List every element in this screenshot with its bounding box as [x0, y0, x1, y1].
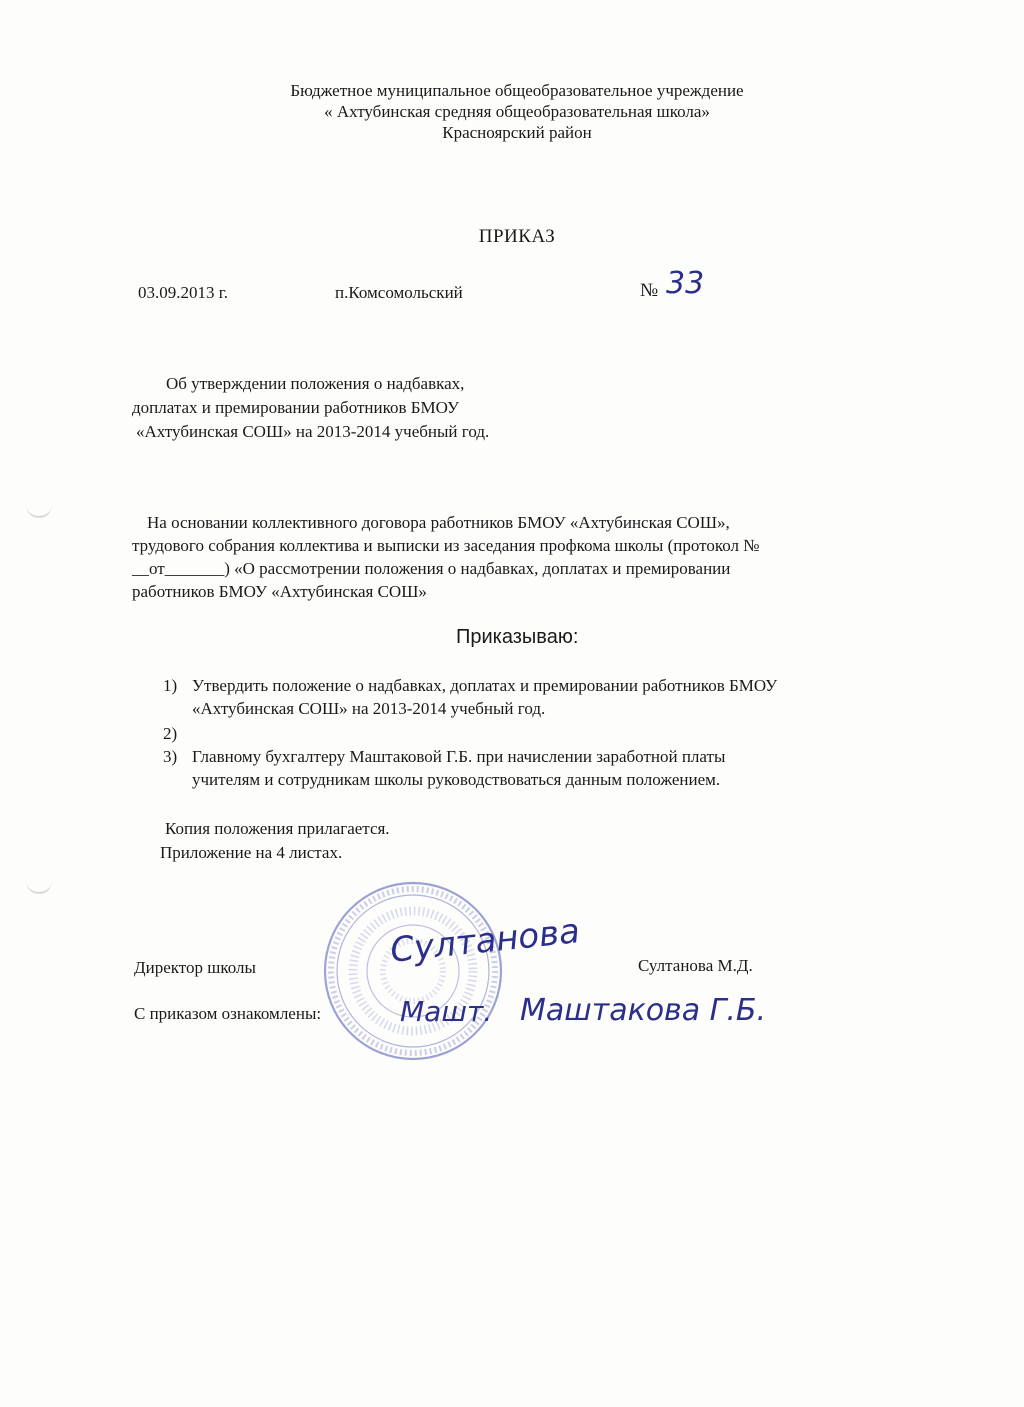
item-1-number: 1): [163, 676, 178, 695]
basis-line-3: __от_______) «О рассмотрении положения о надбавках, доплатах и премировании: [132, 559, 731, 578]
acquainted-signature-full: Маштакова Г.Б.: [520, 993, 767, 1028]
director-name: Султанова М.Д.: [638, 956, 753, 975]
director-signature: Султанова: [388, 911, 582, 971]
header-line-2: « Ахтубинская средняя общеобразовательная школа»: [324, 102, 710, 121]
punch-mark-upper: [26, 494, 52, 518]
order-number-label: №: [640, 280, 659, 301]
order-title: ПРИКАЗ: [478, 226, 556, 247]
item-1-line-2: «Ахтубинская СОШ» на 2013-2014 учебный год.: [192, 699, 546, 718]
order-place: п.Комсомольский: [335, 283, 463, 302]
acquainted-signature-short: Машт.: [400, 995, 493, 1028]
subject-line-2: доплатах и премировании работников БМОУ: [132, 398, 460, 417]
basis-line-4: работников БМОУ «Ахтубинская СОШ»: [132, 582, 427, 601]
order-number-handwritten: 33: [666, 266, 705, 301]
subject-line-1: Об утверждении положения о надбавках,: [166, 374, 465, 393]
director-label: Директор школы: [134, 958, 256, 977]
order-date: 03.09.2013 г.: [138, 283, 229, 302]
acquainted-label: С приказом ознакомлены:: [134, 1004, 322, 1023]
item-3-line-2: учителям и сотрудникам школы руководствоваться данным положением.: [192, 770, 721, 789]
item-2-number: 2): [163, 724, 178, 743]
subject-line-3: «Ахтубинская СОШ» на 2013-2014 учебный год.: [136, 422, 490, 441]
basis-line-2: трудового собрания коллектива и выписки из заседания профкома школы (протокол №: [132, 536, 760, 555]
copy-note: Копия положения прилагается.: [165, 819, 390, 838]
institution-header: [0, 80, 1024, 143]
punch-mark-lower: [26, 870, 52, 894]
official-stamp: [318, 876, 508, 1066]
header-line-1: Бюджетное муниципальное общеобразовательное учреждение: [290, 81, 744, 100]
item-3-line-1: Главному бухгалтеру Маштаковой Г.Б. при начислении заработной платы: [192, 747, 726, 766]
item-1-line-1: Утвердить положение о надбавках, доплатах и премировании работников БМОУ: [192, 676, 778, 695]
item-3-number: 3): [163, 747, 178, 766]
command-word: Приказываю:: [456, 626, 579, 648]
header-line-3: Красноярский район: [442, 123, 592, 142]
basis-line-1: На основании коллективного договора работников БМОУ «Ахтубинская СОШ»,: [147, 513, 730, 532]
appendix-note: Приложение на 4 листах.: [160, 843, 343, 862]
